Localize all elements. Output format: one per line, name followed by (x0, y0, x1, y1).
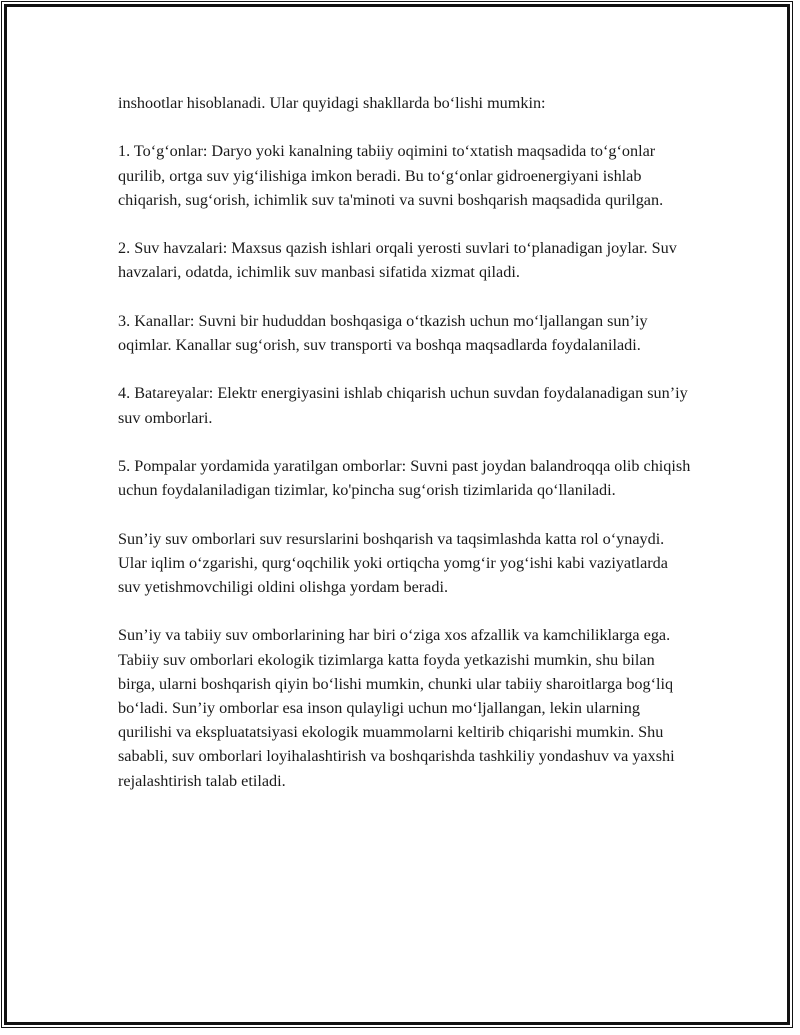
paragraph-role: Sun’iy suv omborlari suv resurslarini boshqarish va taqsimlashda katta rol o‘ynaydi. Ular iqlim o‘zgarishi, qurg‘oqchilik yoki ortiqcha yomg‘ir yog‘ishi kabi vaziyatlarda suv yetishmovchiligi oldini olishga yordam beradi. (118, 529, 668, 596)
paragraph-item-batteries: 4. Batareyalar: Elektr energiyasini ishlab chiqarish uchun suvdan foydalanadigan sun’iy suv omborlari. (118, 384, 688, 427)
paragraph-comparison: Sun’iy va tabiiy suv omborlarining har biri o‘ziga xos afzallik va kamchiliklarga ega. Tabiiy suv omborlari ekologik tizimlarga katta foyda yetkazishi mumkin, shu bilan birga, ularni boshqarish qiyin bo‘lishi mumkin, chunki ular tabiiy sharoitlarga bog‘liq bo‘ladi. Sun’iy omborlar esa inson qulayligi uchun mo‘ljallangan, lekin ularning qurilishi va ekspluatatsiyasi ekologik muammolarni keltirib chiqarishi mumkin. Shu sababli, suv omborlari loyihalashtirish va boshqarishda tashkiliy yondashuv va yaxshi rejalashtirish talab etiladi. (118, 626, 675, 790)
paragraph-item-dams: 1. To‘g‘onlar: Daryo yoki kanalning tabiiy oqimini to‘xtatish maqsadida to‘g‘onlar qurilib, ortga suv yig‘ilishiga imkon beradi. Bu to‘g‘onlar gidroenergiyani ishlab chiqarish, sug‘orish, ichimlik suv ta'minoti va suvni boshqarish maqsadida qurilgan. (118, 142, 664, 209)
paragraph-item-canals: 3. Kanallar: Suvni bir hududdan boshqasiga o‘tkazish uchun mo‘ljallangan sun’iy oqimlar. Kanallar sug‘orish, suv transporti va boshqa maqsadlarda foydalaniladi. (118, 311, 648, 354)
paragraph-item-basins: 2. Suv havzalari: Maxsus qazish ishlari orqali yerosti suvlari to‘planadigan joylar. Suv havzalari, odatda, ichimlik suv manbasi sifatida xizmat qiladi. (118, 239, 677, 282)
paragraph-intro: inshootlar hisoblanadi. Ular quyidagi shakllarda bo‘lishi mumkin: (118, 94, 546, 112)
document-body (118, 91, 693, 793)
paragraph-item-pump-storage: 5. Pompalar yordamida yaratilgan omborlar: Suvni past joydan balandroqqa olib chiqish uchun foydalaniladigan tizimlar, ko'pincha sug‘orish tizimlarida qo‘llaniladi. (118, 456, 691, 500)
